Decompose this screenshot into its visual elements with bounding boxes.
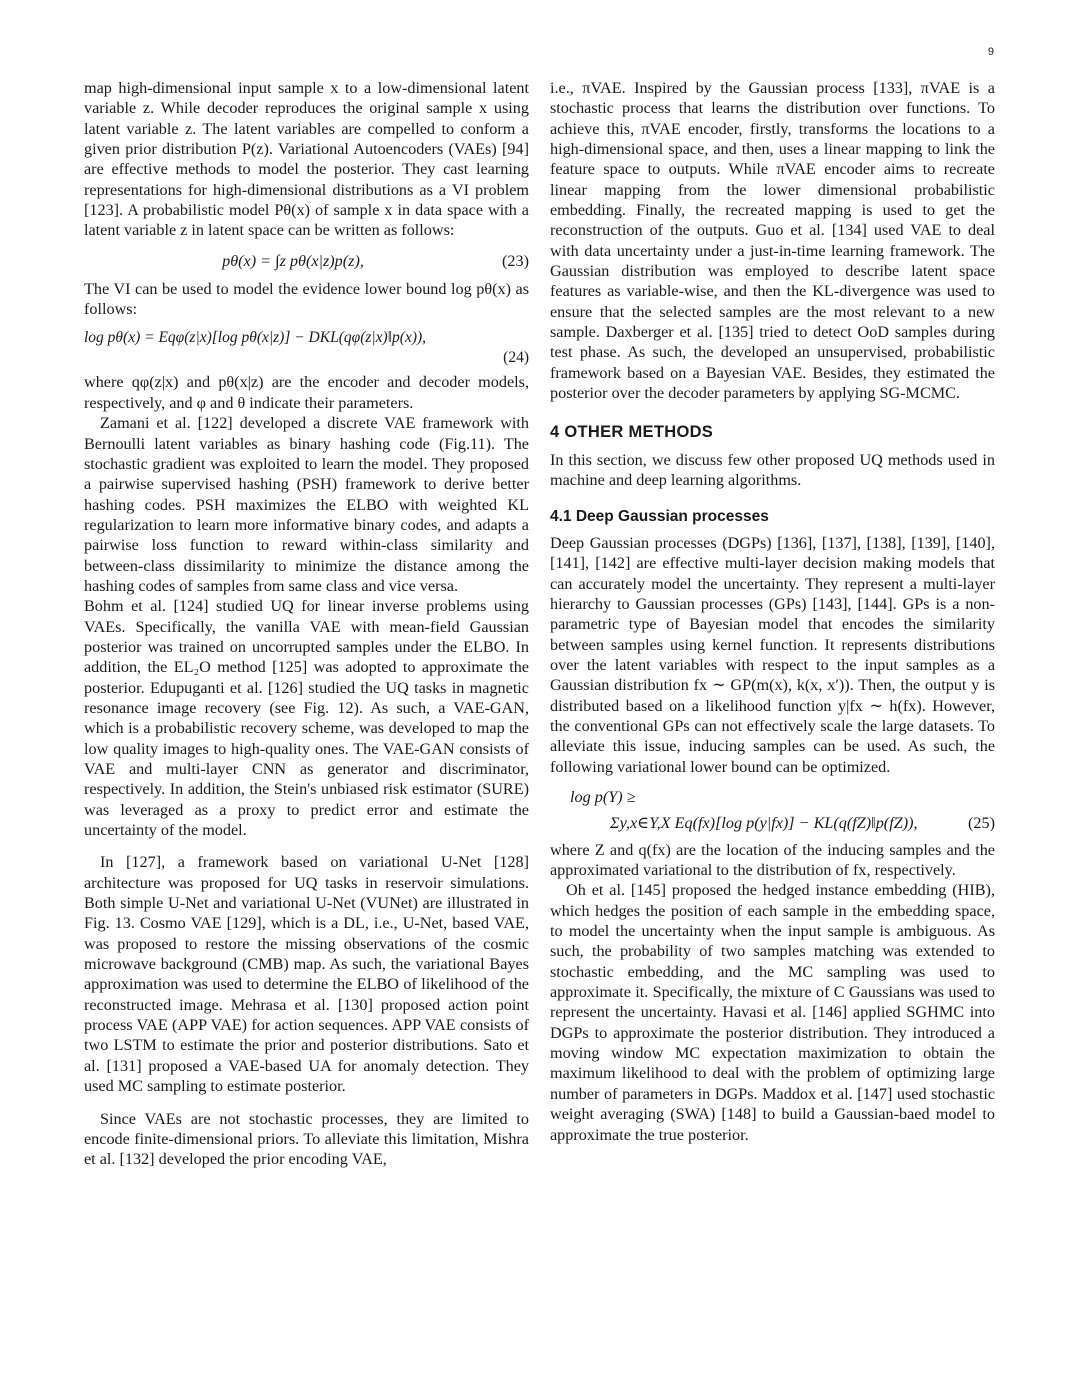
right-paragraph-4: where Z and q(fx) are the location of the inducing samples and the approximated variational to the distribution of fx, respectively. bbox=[550, 840, 995, 880]
equation-24-body: log pθ(x) = Eqφ(z|x)[log pθ(x|z)] − DKL(qφ(z|x)‖p(x)), bbox=[84, 328, 427, 346]
left-paragraph-2: The VI can be used to model the evidence lower bound log pθ(x) as follows: bbox=[84, 280, 529, 319]
equation-24-number: (24) bbox=[503, 349, 529, 367]
equation-25-number: (25) bbox=[968, 814, 995, 833]
equation-25-line-2: Σy,x∈Y,X Eq(fx)[log p(y|fx)] − KL(q(fZ)‖p(fZ)), bbox=[610, 814, 918, 833]
equation-25-line-1: log p(Y) ≥ bbox=[570, 788, 636, 806]
right-column bbox=[550, 78, 995, 1145]
equation-23-body: pθ(x) = ∫z pθ(x|z)p(z), bbox=[222, 251, 364, 270]
left-paragraph-6: In [127], a framework based on variational U-Net [128] architecture was proposed for UQ tasks in reservoir simulations. Both simple U-Net and variational U-Net (VUNet) are illustrated in Fig. 13. Cosmo VAE [129], which is a DL, i.e., U-Net, based VAE, was proposed to restore the missing observations of the cosmic microwave background (CMB) map. As such, the variational Bayes approximation was used to determine the ELBO of likelihood of the reconstructed image. Mehrasa et al. [130] proposed action point process VAE (APP VAE) for action sequences. APP VAE consists of two LSTM to estimate the prior and posterior distributions. Sato et al. [131] proposed a VAE-based UA for anomaly detection. They used MC sampling to estimate posterior. bbox=[84, 853, 529, 1096]
left-column bbox=[84, 78, 529, 1170]
right-paragraph-2: In this section, we discuss few other proposed UQ methods used in machine and deep learning algorithms. bbox=[550, 450, 995, 490]
equation-24 bbox=[84, 328, 529, 369]
equation-23 bbox=[84, 251, 529, 271]
right-paragraph-3: Deep Gaussian processes (DGPs) [136], [137], [138], [139], [140], [141], [142] are effective multi-layer decision making models that can accurately model the uncertainty. They represent a multi-layer hierarchy to Gaussian processes (GPs) [143], [144]. GPs is a non-parametric type of Bayesian model that encodes the similarity between samples using kernel function. It represents distributions over the latent variables with respect to the input samples as a Gaussian distribution fx ∼ GP(m(x), k(x, x′)). Then, the output y is distributed based on a likelihood function y|fx ∼ h(fx). However, the conventional GPs can not effectively scale the large datasets. To alleviate this issue, inducing samples can be used. As such, the following variational lower bound can be optimized. bbox=[550, 533, 995, 776]
right-paragraph-1: i.e., πVAE. Inspired by the Gaussian process [133], πVAE is a stochastic process that learns the distribution over functions. To achieve this, πVAE encoder, firstly, transforms the locations to a high-dimensional space, and then, uses a linear mapping to link the feature space to outputs. While πVAE encoder aims to recreate linear mapping from the lower dimensional probabilistic embedding. Finally, the recreated mapping is used to get the reconstruction of the outputs. Guo et al. [134] used VAE to deal with data uncertainty under a just-in-time learning framework. The Gaussian distribution was employed to describe latent space features as variable-wise, and then the KL-divergence was used to ensure that the selected samples are the most relevant to a new sample. Daxberger et al. [135] tried to detect OoD samples during test phase. As such, the developed an unsupervised, probabilistic framework based on a Bayesian VAE. Besides, they estimated the posterior over the decoder parameters by applying SG-MCMC. bbox=[550, 79, 995, 403]
left-paragraph-3: where qφ(z|x) and pθ(x|z) are the encoder and decoder models, respectively, and φ and θ indicate their parameters. bbox=[84, 373, 529, 412]
equation-25 bbox=[550, 787, 995, 834]
left-paragraph-1: map high-dimensional input sample x to a low-dimensional latent variable z. While decoder reproduces the original sample x using latent variable z. The latent variables are compelled to conform a given prior distribution P(z). Variational Autoencoders (VAEs) [94] are effective methods to model the posterior. They cast learning representations for high-dimensional distributions as a VI problem [123]. A probabilistic model Pθ(x) of sample x in data space with a latent variable z in latent space can be written as follows: bbox=[84, 79, 529, 240]
left-paragraph-5: Bohm et al. [124] studied UQ for linear inverse problems using VAEs. Specifically, the vanilla VAE with mean-field Gaussian posterior was trained on uncorrupted samples under the ELBO. In addition, the EL₂O method [125] was adopted to approximate the posterior. Edupuganti et al. [126] studied the UQ tasks in magnetic resonance image recovery (see Fig. 12). As such, a VAE-GAN, which is a probabilistic recovery scheme, was developed to map the low quality images to high-quality ones. The VAE-GAN consists of VAE and multi-layer CNN as generator and discriminator, respectively. In addition, the Stein's unbiased risk estimator (SURE) was leveraged as a proxy to predict error and estimate the uncertainty of the model. bbox=[84, 597, 529, 840]
left-paragraph-7: Since VAEs are not stochastic processes, they are limited to encode finite-dimensional priors. To alleviate this limitation, Mishra et al. [132] developed the prior encoding VAE, bbox=[84, 1109, 529, 1169]
equation-23-number: (23) bbox=[502, 251, 529, 270]
left-paragraph-4: Zamani et al. [122] developed a discrete VAE framework with Bernoulli latent variables as binary hashing code (Fig.11). The stochastic gradient was exploited to learn the model. They proposed a pairwise supervised hashing (PSH) framework to derive better hashing codes. PSH maximizes the ELBO with weighted KL regularization to learn more informative binary codes, and adapts a pairwise loss function to reward within-class similarity and between-class dissimilarity to minimize the distance among the hashing codes of samples from same class and vice versa. bbox=[84, 414, 529, 595]
right-paragraph-5: Oh et al. [145] proposed the hedged instance embedding (HIB), which hedges the position of each sample in the embedding space, to model the uncertainty when the input sample is ambiguous. As such, the probability of two samples matching was extended to stochastic embedding, and the MC sampling was used to approximate it. Specifically, the mixture of C Gaussians was used to represent the uncertainty. Havasi et al. [146] applied SGHMC into DGPs to approximate the posterior distribution. They introduced a moving window MC expectation maximization to obtain the maximum likelihood to deal with the problem of optimizing large number of parameters in DGPs. Maddox et al. [147] used stochastic weight averaging (SWA) [148] to build a Gaussian-baed model to approximate the true posterior. bbox=[550, 881, 995, 1144]
section-heading-4: 4 OTHER METHODS bbox=[550, 422, 714, 441]
page-number: 9 bbox=[987, 46, 994, 58]
subsection-heading-4-1: 4.1 Deep Gaussian processes bbox=[550, 507, 769, 525]
